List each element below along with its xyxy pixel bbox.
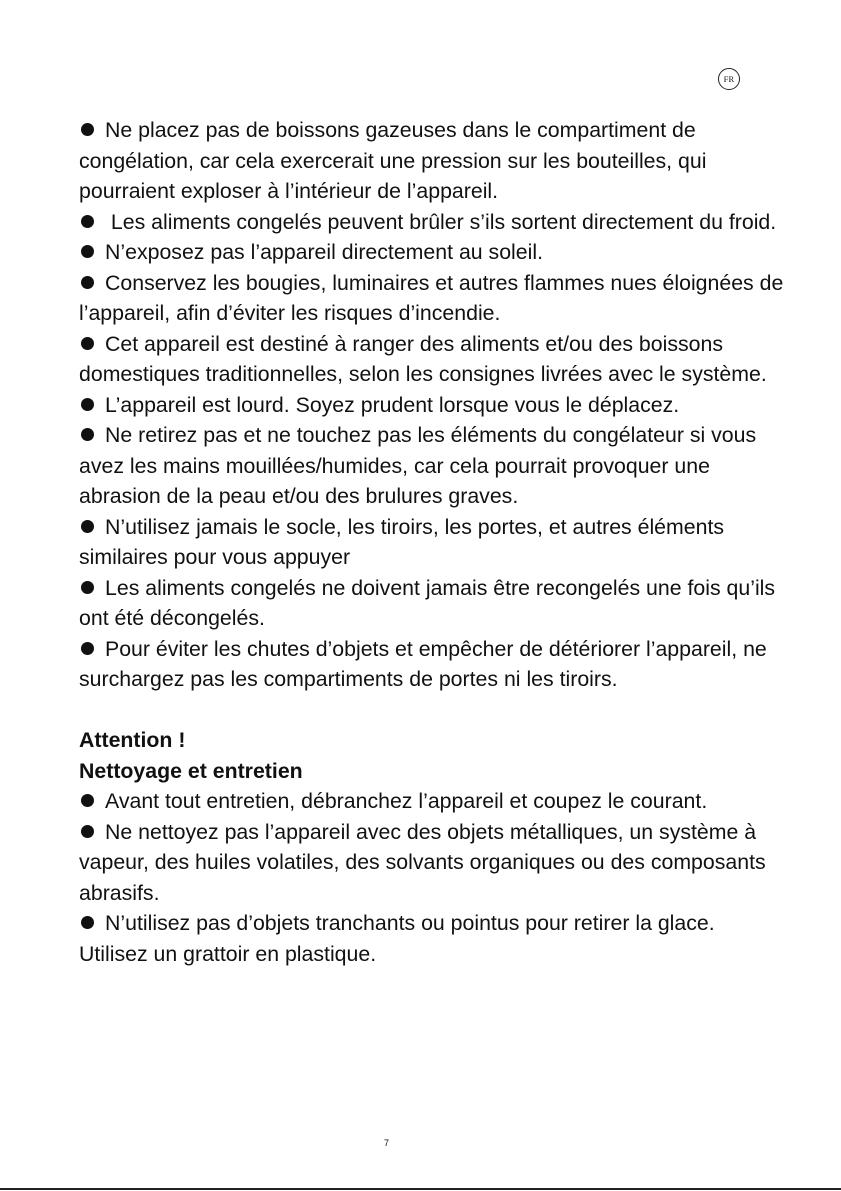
- bullet-text: Conservez les bougies, luminaires et autres flammes nues éloignées de l’appareil, afin d’éviter les risques d’incendie.: [79, 270, 784, 325]
- bottom-rule: [0, 1188, 841, 1190]
- page-number: 7: [384, 1138, 390, 1148]
- bullet-icon: [81, 276, 94, 289]
- language-badge: [718, 68, 740, 90]
- bullet-icon: [81, 337, 94, 350]
- bullet-item: [79, 512, 789, 573]
- bullet-icon: [81, 245, 94, 258]
- bullet-item: [79, 786, 789, 817]
- bullet-item: [79, 817, 789, 909]
- section-heading: Nettoyage et entretien: [79, 758, 303, 783]
- bullet-icon: [81, 398, 94, 411]
- bullet-item: [79, 573, 789, 634]
- bullet-icon: [81, 794, 94, 807]
- bullet-text: Ne retirez pas et ne touchez pas les éléments du congélateur si vous avez les mains mouillées/humides, car cela pourrait provoquer une abrasion de la peau et/ou des brulures graves.: [79, 423, 757, 508]
- bullet-text: N’utilisez jamais le socle, les tiroirs, les portes, et autres éléments similaires pour vous appuyer: [79, 514, 725, 569]
- bullet-item: [79, 390, 789, 421]
- language-badge-label: FR: [723, 74, 735, 84]
- bullet-item: [79, 634, 789, 695]
- bullet-text: N’utilisez pas d’objets tranchants ou pointus pour retirer la glace. Utilisez un grattoir en plastique.: [79, 911, 715, 966]
- bullet-icon: [81, 123, 94, 136]
- bullet-icon: [81, 428, 94, 441]
- page-content: [79, 115, 789, 969]
- bullet-icon: [81, 581, 94, 594]
- bullet-item: [79, 329, 789, 390]
- bullet-text: Pour éviter les chutes d’objets et empêcher de détériorer l’appareil, ne surchargez pas les compartiments de portes ni les tiroirs.: [79, 636, 767, 691]
- bullet-icon: [81, 642, 94, 655]
- bullet-item: [79, 908, 789, 969]
- bullet-item: [79, 268, 789, 329]
- bullet-icon: [81, 916, 94, 929]
- attention-heading: Attention !: [79, 728, 186, 752]
- section-spacer: [79, 695, 789, 726]
- bullet-item: [79, 207, 789, 238]
- bullet-text: Les aliments congelés peuvent brûler s’ils sortent directement du froid.: [105, 209, 777, 234]
- bullet-item: [79, 115, 789, 207]
- bullet-text: Les aliments congelés ne doivent jamais être recongelés une fois qu’ils ont été décongelés.: [79, 575, 776, 630]
- bullet-icon: [81, 825, 94, 838]
- bullet-icon: [81, 215, 94, 228]
- bullet-text: Ne placez pas de boissons gazeuses dans le compartiment de congélation, car cela exercerait une pression sur les bouteilles, qui pourraient exploser à l’intérieur de l’appareil.: [79, 118, 707, 203]
- bullet-text: Avant tout entretien, débranchez l’appareil et coupez le courant.: [105, 789, 708, 813]
- bullet-text: Cet appareil est destiné à ranger des aliments et/ou des boissons domestiques traditionnelles, selon les consignes livrées avec le système.: [79, 331, 767, 386]
- bullet-text: L’appareil est lourd. Soyez prudent lorsque vous le déplacez.: [105, 392, 680, 417]
- bullet-text: N’exposez pas l’appareil directement au soleil.: [105, 240, 544, 264]
- bullet-item: [79, 420, 789, 512]
- bullet-icon: [81, 520, 94, 533]
- bullet-item: [79, 237, 789, 268]
- bullet-text: Ne nettoyez pas l’appareil avec des objets métalliques, un système à vapeur, des huiles volatiles, des solvants organiques ou des composants abrasifs.: [79, 819, 766, 905]
